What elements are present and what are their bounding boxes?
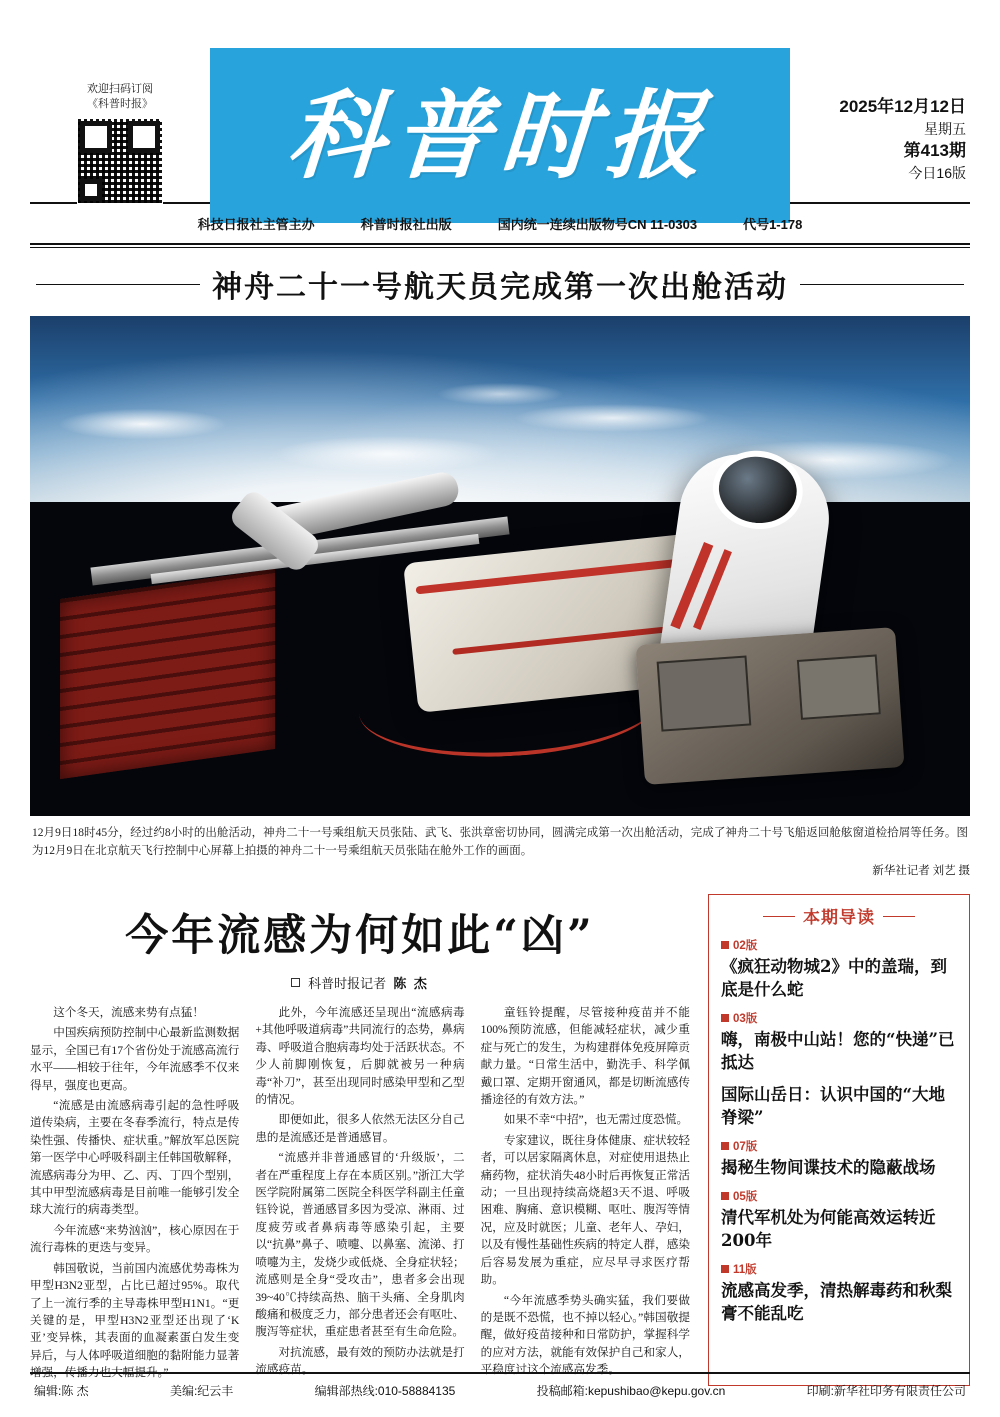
paragraph: 如果不幸“中招”，也无需过度恐慌。 xyxy=(503,1113,689,1127)
list-item[interactable] xyxy=(721,1261,957,1325)
feature-column-3 xyxy=(481,1004,690,1385)
banner-headline-row xyxy=(30,248,970,316)
paragraph: 即便如此，很多人依然无法区分自己患的是流感还是普通感冒。 xyxy=(255,1113,465,1144)
footer-credits xyxy=(30,1374,970,1399)
masthead xyxy=(30,0,970,200)
footer-printer: 印刷:新华社印务有限责任公司 xyxy=(806,1384,966,1398)
issue-guide-title xyxy=(721,903,957,928)
guide-title-text: 本期导读 xyxy=(803,908,875,928)
guide-page-label: 11版 xyxy=(733,1264,757,1276)
cloud-layer xyxy=(30,376,970,496)
feature-column-2 xyxy=(255,1004,464,1385)
guide-page-number xyxy=(721,937,957,953)
paragraph: “流感是由流感病毒引起的急性呼吸道传染病，主要在冬春季流行，特点是传染性强、传播快、症状重。”解放军总医院第一医学中心呼吸科副主任韩国敬解释，流感病毒分为甲、乙、丙、丁四个型别，其中甲型流感病毒是目前唯一能够引发全球大流行的病毒类型。 xyxy=(30,1099,240,1217)
publisher-sponsor: 科技日报社主管主办 xyxy=(197,217,315,232)
qr-caption-line2: 《科普时报》 xyxy=(87,98,153,110)
list-item[interactable] xyxy=(721,1010,957,1074)
guide-page-label: 02版 xyxy=(733,940,758,952)
square-marker-icon xyxy=(721,1192,729,1200)
square-marker-icon xyxy=(721,941,729,949)
paragraph: 专家建议，既往身体健康、症状较轻者，可以居家隔离休息，对症使用退热止痛药物，症状消失48小时后再恢复正常活动；一旦出现持续高烧超3天不退、呼吸困难、胸痛、意识模糊、呕吐、腹泻等情况，应及时就医；儿童、老年人、孕妇，以及有慢性基础性疾病的特定人群，感染后容易发展为重症，应尽早寻求医疗帮助。 xyxy=(480,1133,690,1287)
guide-page-number xyxy=(721,1010,957,1026)
guide-page-number xyxy=(721,1188,957,1204)
byline-label: 科普时报记者 xyxy=(308,976,387,991)
guide-item-text[interactable]: 揭秘生物间谍技术的隐蔽战场 xyxy=(721,1158,936,1177)
feature-headline: 今年流感为何如此“凶” xyxy=(125,911,595,961)
equipment-box-2 xyxy=(797,654,881,719)
square-marker-icon xyxy=(721,1142,729,1150)
qr-code-icon[interactable] xyxy=(77,118,163,204)
square-marker-icon xyxy=(721,1014,729,1022)
lead-photo-block xyxy=(30,316,970,878)
issue-number: 第413期 xyxy=(903,141,966,160)
list-item[interactable] xyxy=(721,1138,957,1179)
publisher-cn-number: 国内统一连续出版物号CN 11-0303 xyxy=(497,217,698,232)
guide-page-label: 05版 xyxy=(733,1191,758,1203)
feature-columns xyxy=(30,1004,690,1385)
masthead-title-box xyxy=(210,48,790,223)
footer-hotline: 编辑部热线:010-58884135 xyxy=(314,1384,456,1398)
feature-article xyxy=(30,894,690,1386)
guide-page-label: 07版 xyxy=(733,1141,758,1153)
feature-column-1 xyxy=(30,1004,239,1385)
page-footer xyxy=(30,1372,970,1399)
paragraph: “今年流感季势头确实猛，我们要做的是既不恐慌，也不掉以轻心。”韩国敬提醒，做好疫苗接种和日常防护，掌握科学的应对方法，就能有效保护自己和家人，平稳度过这个流感高发季。 xyxy=(480,1293,690,1377)
issue-pages: 今日16版 xyxy=(908,165,966,181)
qr-caption-line1: 欢迎扫码订阅 xyxy=(87,83,153,95)
guide-item-text[interactable]: 流感高发季，清热解毒药和秋梨膏不能乱吃 xyxy=(721,1281,952,1323)
photo-caption: 12月9日18时45分，经过约8小时的出舱活动，神舟二十一号乘组航天员张陆、武飞、张洪章密切协同，圆满完成第一次出舱活动，完成了神舟二十号飞船返回舱舷窗道检拾屑等任务。图为12月9日在北京航天飞行控制中心屏幕上拍摄的神舟二十一号乘组航天员张陆在舱外工作的画面。 xyxy=(32,827,968,857)
guide-item-text[interactable]: 《疯狂动物城2》中的盖瑞，到底是什么蛇 xyxy=(721,957,947,999)
paragraph: 童钰铃提醒，尽管接种疫苗并不能100%预防流感，但能减轻症状，减少重症与死亡的发生，为构建群体免疫屏障贡献力量。“日常生活中，勤洗手、科学佩戴口罩、定期开窗通风，都是切断流感传播途径的有效方法。” xyxy=(480,1006,690,1107)
equipment-box-1 xyxy=(657,656,752,732)
banner-headline: 神舟二十一号航天员完成第一次出舱活动 xyxy=(212,270,788,305)
guide-item-text[interactable]: 国际山岳日：认识中国的“大地脊梁” xyxy=(721,1085,945,1127)
list-item[interactable] xyxy=(721,1188,957,1252)
list-item[interactable] xyxy=(721,937,957,1001)
main-content xyxy=(30,878,970,1386)
feature-byline xyxy=(30,973,690,992)
qr-subscribe-block xyxy=(30,46,210,204)
title-dash-left xyxy=(763,916,795,917)
banner-rule-left xyxy=(36,284,200,285)
paragraph: “流感并非普通感冒的‘升级版’，二者在严重程度上存在本质区别。”浙江大学医学院附属第二医院全科医学科副主任童钰铃说，普通感冒多因为受凉、淋雨、过度疲劳或者鼻病毒等感染引起，主要以“抗鼻”鼻子、喷嚏、以鼻塞、流涕、打喷嚏为主，发烧少或低烧、全身症状轻；流感则是全身“受攻击”，患者多会出现39~40℃持续高热、脑干头痛、全身肌肉酸痛和极度乏力，部分患者还会有呕吐、腹泻等症状，重症患者甚至有生命危险。 xyxy=(255,1151,465,1339)
guide-page-number xyxy=(721,1261,957,1277)
issue-info xyxy=(790,46,970,184)
issue-date: 2025年12月12日 xyxy=(839,97,966,116)
divider-below-publisher xyxy=(30,243,970,245)
lead-photo xyxy=(30,316,970,816)
guide-item-text[interactable]: 清代军机处为何能高效运转近200年 xyxy=(721,1208,936,1250)
paragraph: 此外，今年流感还呈现出“流感病毒+其他呼吸道病毒”共同流行的态势，鼻病毒、呼吸道合胞病毒均处于活跃状态。不少人前脚刚恢复，后脚就被另一种病毒“补刀”，甚至出现同时感染甲型和乙型的情况。 xyxy=(255,1006,465,1107)
square-bullet-icon xyxy=(291,978,300,987)
photo-credit: 新华社记者 刘艺 摄 xyxy=(872,865,970,877)
issue-guide-box xyxy=(708,894,970,1386)
guide-page-label: 03版 xyxy=(733,1013,758,1025)
page-title: 科普时报 xyxy=(284,78,716,192)
byline-author: 陈 杰 xyxy=(393,976,429,991)
paragraph: 韩国敬说，当前国内流感优势毒株为甲型H3N2亚型，占比已超过95%。取代了上一流行季的主导毒株甲型H1N1。“更关键的是，甲型H3N2亚型还出现了‘K亚’变异株，其表面的血凝素蛋白发生变异后，与人体呼吸道细胞的黏附能力显著增强，传播力也大幅提升。” xyxy=(30,1261,240,1380)
square-marker-icon xyxy=(721,1265,729,1273)
list-item[interactable] xyxy=(721,1083,957,1129)
guide-item-text[interactable]: 嗨，南极中山站！您的“快递”已抵达 xyxy=(721,1030,955,1072)
paragraph: 对抗流感，最有效的预防办法就是打流感疫苗。 xyxy=(255,1345,465,1377)
footer-art-editor: 美编:纪云丰 xyxy=(169,1384,234,1398)
footer-editor: 编辑:陈 杰 xyxy=(34,1384,89,1398)
issue-weekday: 星期五 xyxy=(924,121,966,137)
guide-page-number xyxy=(721,1138,957,1154)
paragraph: 这个冬天，流感来势有点猛！ xyxy=(53,1006,204,1019)
footer-email[interactable]: 投稿邮箱:kepushibao@kepu.gov.cn xyxy=(536,1384,726,1398)
publisher-name: 科普时报社出版 xyxy=(360,217,452,232)
banner-rule-right xyxy=(800,284,964,285)
astronaut-red-stripe-1 xyxy=(670,542,713,629)
paragraph: 中国疾病预防控制中心最新监测数据显示，全国已有17个省份处于流感高流行水平——相较于往年，今年流感季不仅来得早，强度也更高。 xyxy=(30,1026,240,1092)
publisher-postal-code: 代号1-178 xyxy=(743,217,803,232)
paragraph: 今年流感“来势汹汹”，核心原因在于流行毒株的更迭与变异。 xyxy=(30,1223,240,1255)
title-dash-right xyxy=(883,916,915,917)
solar-panel xyxy=(60,569,275,779)
external-equipment xyxy=(635,627,904,785)
